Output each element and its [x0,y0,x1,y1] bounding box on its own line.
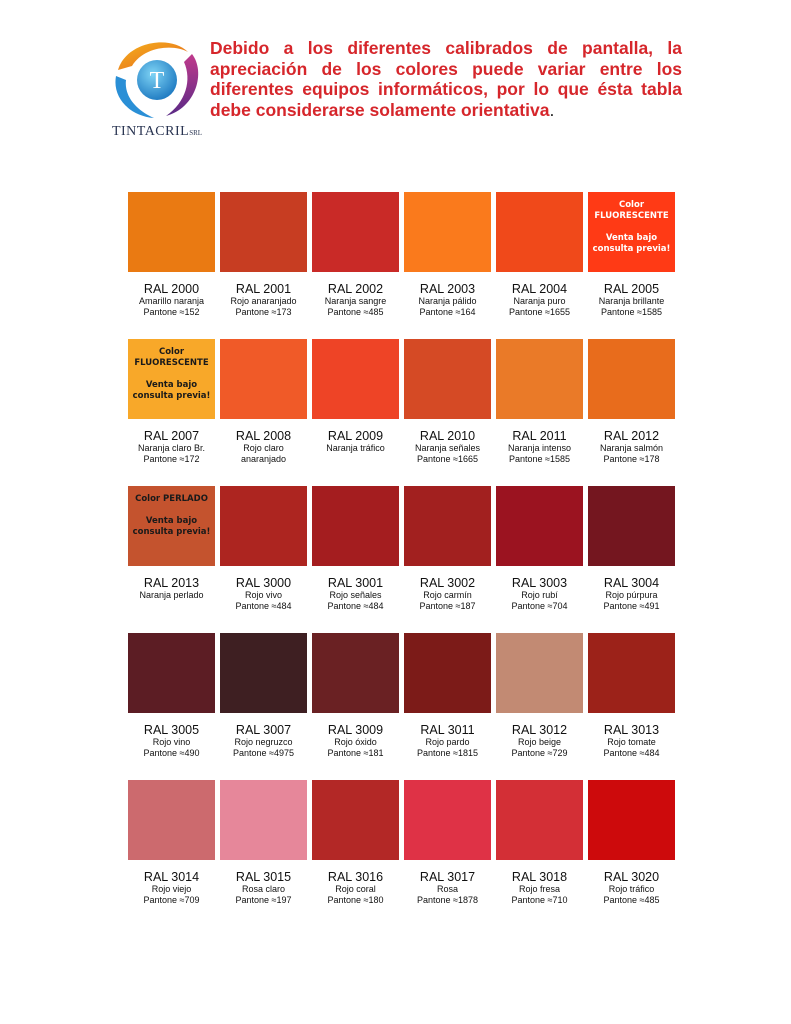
color-card [404,486,491,633]
color-card [496,192,583,339]
ral-code: RAL 3016 [327,870,384,884]
ral-code: RAL 3001 [327,576,384,590]
color-name: Naranja perlado [139,590,204,600]
color-card [404,339,491,486]
pantone-ref: Pantone ≈1815 [417,748,478,758]
color-swatch [588,339,675,419]
ral-code: RAL 2005 [603,282,660,296]
ral-code: RAL 3012 [511,723,568,737]
color-name: Rosa claro [241,884,286,894]
color-name: Naranja salmón [599,443,664,453]
pantone-ref: Pantone ≈491 [603,601,660,611]
ral-code: RAL 3003 [511,576,568,590]
ral-code: RAL 3002 [419,576,476,590]
color-swatch [220,192,307,272]
ral-code: RAL 2001 [235,282,292,296]
color-swatch [588,780,675,860]
color-row [128,192,675,339]
color-card [588,486,675,633]
pantone-ref: Pantone ≈1878 [417,895,478,905]
color-card [220,633,307,780]
logo-icon [108,36,206,124]
color-swatch [588,486,675,566]
pantone-ref: Pantone ≈485 [327,307,384,317]
color-name: Naranja claro Br. [137,443,206,453]
color-swatch [496,486,583,566]
color-swatch [588,192,675,272]
color-row [128,339,675,486]
ral-code: RAL 2003 [419,282,476,296]
color-swatch [220,780,307,860]
color-card [312,633,399,780]
pantone-ref: Pantone ≈709 [143,895,200,905]
color-name: Rojo coral [335,884,376,894]
color-name: Rojo claro anaranjado [240,443,287,464]
logo-suffix: SRL [189,129,203,137]
color-name: Rojo anaranjado [230,296,297,306]
pantone-ref: Pantone ≈484 [327,601,384,611]
notice-text: Debido a los diferentes calibrados de pantalla, la apreciación de los colores puede variar entre los diferentes equipos informáticos, por lo que ésta tabla debe considerarse solamente orientativa [210,38,682,120]
color-card [312,339,399,486]
color-swatch [128,339,215,419]
ral-code: RAL 3004 [603,576,660,590]
color-name: Rojo óxido [334,737,377,747]
color-card [312,486,399,633]
ral-code: RAL 3011 [420,723,475,737]
ral-code: RAL 3007 [235,723,292,737]
color-swatch [220,486,307,566]
ral-color-chart [128,192,675,927]
color-swatch [312,633,399,713]
color-card [404,192,491,339]
color-card [128,780,215,927]
color-name: Rojo señales [329,590,382,600]
color-name: Rojo carmín [423,590,472,600]
color-swatch [404,339,491,419]
color-name: Rojo púrpura [605,590,658,600]
color-row [128,780,675,927]
tintacril-logo [108,36,206,148]
ral-code: RAL 3015 [235,870,292,884]
color-card [496,633,583,780]
color-swatch [128,192,215,272]
color-card [588,192,675,339]
ral-code: RAL 2012 [603,429,660,443]
logo-text: TINTACRIL [111,124,190,139]
pantone-ref: Pantone ≈1665 [417,454,478,464]
color-swatch [404,192,491,272]
color-swatch [404,633,491,713]
color-card [220,192,307,339]
ral-code: RAL 3009 [327,723,384,737]
color-card [128,192,215,339]
color-name: Naranja intenso [507,443,572,453]
color-card [128,486,215,633]
ral-code: RAL 2000 [143,282,200,296]
color-swatch [312,486,399,566]
color-card [588,339,675,486]
color-name: Rojo pardo [425,737,470,747]
color-card [312,780,399,927]
color-swatch [404,780,491,860]
color-name: Rojo fresa [518,884,561,894]
availability-note: Color FLUORESCENTE Venta bajo consulta previa! [592,200,671,254]
pantone-ref: Pantone ≈484 [603,748,660,758]
color-swatch [312,192,399,272]
color-card [496,339,583,486]
color-card [588,780,675,927]
color-swatch [220,339,307,419]
pantone-ref: Pantone ≈173 [235,307,292,317]
color-swatch [588,633,675,713]
color-swatch [128,780,215,860]
color-swatch [128,633,215,713]
color-name: Rojo viejo [151,884,192,894]
pantone-ref: Pantone ≈4975 [233,748,294,758]
screen-calibration-notice [210,38,682,120]
ral-code: RAL 3014 [143,870,200,884]
ral-code: RAL 3013 [603,723,660,737]
pantone-ref: Pantone ≈1585 [509,454,570,464]
color-card [220,339,307,486]
color-name: Naranja pálido [418,296,477,306]
ral-code: RAL 2007 [143,429,200,443]
color-swatch [496,192,583,272]
ral-code: RAL 2010 [419,429,476,443]
color-name: Rojo negruzco [234,737,293,747]
color-card [220,486,307,633]
color-card [496,486,583,633]
ral-code: RAL 3005 [143,723,200,737]
pantone-ref: Pantone ≈490 [143,748,200,758]
color-row [128,633,675,780]
color-swatch [220,633,307,713]
ral-code: RAL 2009 [327,429,384,443]
pantone-ref: Pantone ≈704 [511,601,568,611]
pantone-ref: Pantone ≈197 [235,895,292,905]
pantone-ref: Pantone ≈178 [603,454,660,464]
ral-code: RAL 2013 [143,576,200,590]
color-name: Naranja señales [414,443,481,453]
pantone-ref: Pantone ≈187 [419,601,476,611]
color-card [128,633,215,780]
ral-code: RAL 2011 [512,429,567,443]
ral-code: RAL 3020 [603,870,660,884]
color-card [312,192,399,339]
ral-code: RAL 2008 [235,429,292,443]
color-name: Rosa [436,884,458,894]
color-name: Rojo rubí [521,590,558,600]
color-row [128,486,675,633]
availability-note: Color FLUORESCENTE Venta bajo consulta previa! [132,347,211,401]
ral-code: RAL 3018 [511,870,568,884]
color-name: Naranja tráfico [326,443,385,453]
color-name: Naranja puro [513,296,566,306]
color-card [404,633,491,780]
color-name: Naranja brillante [598,296,665,306]
color-name: Rojo vivo [244,590,282,600]
color-name: Amarillo naranja [138,296,205,306]
color-swatch [128,486,215,566]
pantone-ref: Pantone ≈484 [235,601,292,611]
svg-text:T: T [149,68,165,94]
pantone-ref: Pantone ≈1585 [601,307,662,317]
ral-code: RAL 3000 [235,576,292,590]
pantone-ref: Pantone ≈1655 [509,307,570,317]
color-name: Rojo tráfico [608,884,655,894]
color-name: Rojo beige [517,737,562,747]
pantone-ref: Pantone ≈180 [327,895,384,905]
color-card [496,780,583,927]
pantone-ref: Pantone ≈729 [511,748,568,758]
color-swatch [312,780,399,860]
color-swatch [404,486,491,566]
notice-end: . [549,99,555,120]
color-card [404,780,491,927]
color-swatch [496,780,583,860]
color-card [128,339,215,486]
ral-code: RAL 3017 [419,870,476,884]
logo-wordmark [108,124,206,140]
ral-code: RAL 2002 [327,282,384,296]
color-name: Rojo vino [152,737,191,747]
pantone-ref: Pantone ≈172 [143,454,200,464]
color-name: Rojo tomate [607,737,656,747]
color-swatch [312,339,399,419]
color-name: Naranja sangre [324,296,387,306]
pantone-ref: Pantone ≈152 [143,307,200,317]
pantone-ref: Pantone ≈164 [419,307,476,317]
color-card [588,633,675,780]
ral-code: RAL 2004 [511,282,568,296]
color-card [220,780,307,927]
color-swatch [496,339,583,419]
availability-note: Color PERLADO Venta bajo consulta previa! [132,494,211,537]
pantone-ref: Pantone ≈710 [511,895,568,905]
pantone-ref: Pantone ≈181 [327,748,384,758]
pantone-ref: Pantone ≈485 [603,895,660,905]
color-swatch [496,633,583,713]
